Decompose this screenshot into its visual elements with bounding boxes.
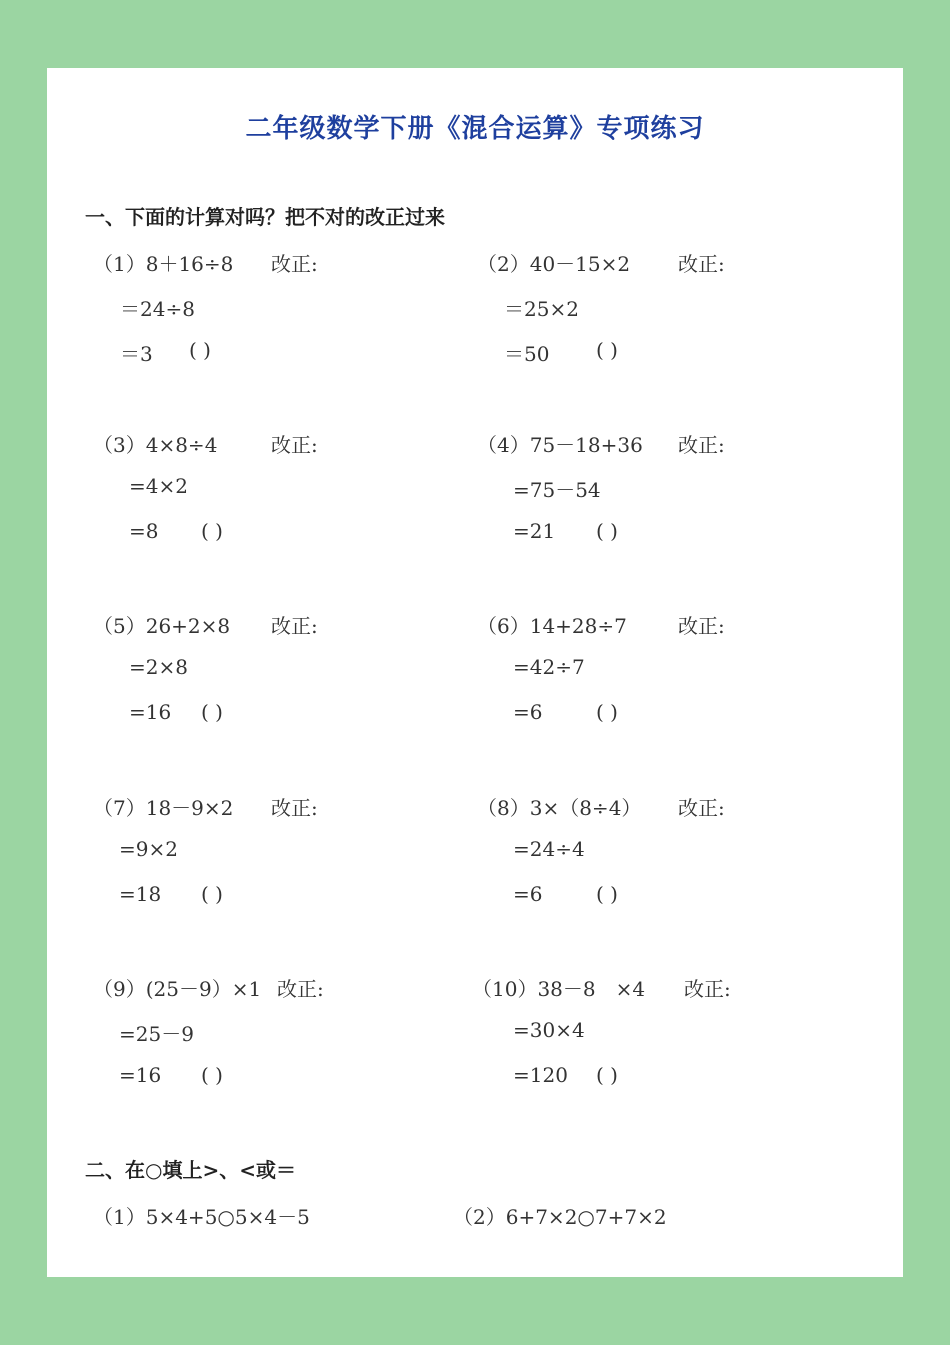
comparison-item-1: （1）5×4+5○5×4－5 [93, 1205, 310, 1229]
problem-6-answer-paren: ( ) [596, 700, 618, 724]
section-1-heading: 一、下面的计算对吗？把不对的改正过来 [85, 205, 445, 229]
problem-8-correct-label: 改正: [678, 796, 725, 820]
problem-1-answer-paren: ( ) [189, 338, 211, 362]
problem-5-step-1: =2×8 [129, 655, 188, 679]
problem-4-question: （4）75－18+36 [477, 433, 643, 457]
problem-1-question: （1）8＋16÷8 [93, 252, 234, 276]
problem-6-question: （6）14+28÷7 [477, 614, 627, 638]
problem-1-step-2: ＝3 [120, 342, 153, 366]
problem-6-step-2: =6 [513, 700, 543, 724]
problem-9-question: （9）(25－9）×1 [93, 977, 262, 1001]
problem-8-step-2: =6 [513, 882, 543, 906]
problem-9-step-1: =25－9 [119, 1022, 194, 1046]
problem-2-answer-paren: ( ) [596, 338, 618, 362]
problem-3-step-1: =4×2 [129, 474, 188, 498]
problem-6-correct-label: 改正: [678, 614, 725, 638]
problem-2-step-1: ＝25×2 [504, 297, 579, 321]
section-2-heading: 二、在○填上>、<或＝ [85, 1158, 296, 1182]
problem-7-question: （7）18－9×2 [93, 796, 234, 820]
problem-8-answer-paren: ( ) [596, 882, 618, 906]
problem-4-correct-label: 改正: [678, 433, 725, 457]
problem-9-step-2: =16 [119, 1063, 162, 1087]
problem-9-answer-paren: ( ) [201, 1063, 223, 1087]
problem-8-step-1: =24÷4 [513, 837, 585, 861]
problem-5-correct-label: 改正: [271, 614, 318, 638]
problem-5-answer-paren: ( ) [201, 700, 223, 724]
problem-10-answer-paren: ( ) [596, 1063, 618, 1087]
problem-2-correct-label: 改正: [678, 252, 725, 276]
problem-4-answer-paren: ( ) [596, 519, 618, 543]
problem-3-correct-label: 改正: [271, 433, 318, 457]
problem-8-question: （8）3×（8÷4） [477, 796, 642, 820]
problem-10-step-2: =120 [513, 1063, 568, 1087]
problem-7-step-1: =9×2 [119, 837, 178, 861]
problem-7-answer-paren: ( ) [201, 882, 223, 906]
problem-4-step-2: =21 [513, 519, 556, 543]
problem-3-step-2: =8 [129, 519, 159, 543]
problem-7-correct-label: 改正: [271, 796, 318, 820]
problem-1-step-1: ＝24÷8 [120, 297, 195, 321]
comparison-item-2: （2）6+7×2○7+7×2 [453, 1205, 667, 1229]
page-title: 二年级数学下册《混合运算》专项练习 [245, 114, 705, 144]
problem-5-step-2: =16 [129, 700, 172, 724]
problem-10-step-1: =30×4 [513, 1018, 585, 1042]
problem-2-step-2: ＝50 [504, 342, 550, 366]
problem-2-question: （2）40－15×2 [477, 252, 631, 276]
problem-10-question: （10）38－8 ×4 [472, 977, 646, 1001]
problem-7-step-2: =18 [119, 882, 162, 906]
problem-6-step-1: =42÷7 [513, 655, 585, 679]
problem-3-answer-paren: ( ) [201, 519, 223, 543]
problem-10-correct-label: 改正: [684, 977, 731, 1001]
problem-4-step-1: =75－54 [513, 478, 601, 502]
worksheet-page [47, 68, 903, 1277]
problem-3-question: （3）4×8÷4 [93, 433, 218, 457]
problem-1-correct-label: 改正: [271, 252, 318, 276]
problem-9-correct-label: 改正: [277, 977, 324, 1001]
problem-5-question: （5）26+2×8 [93, 614, 231, 638]
